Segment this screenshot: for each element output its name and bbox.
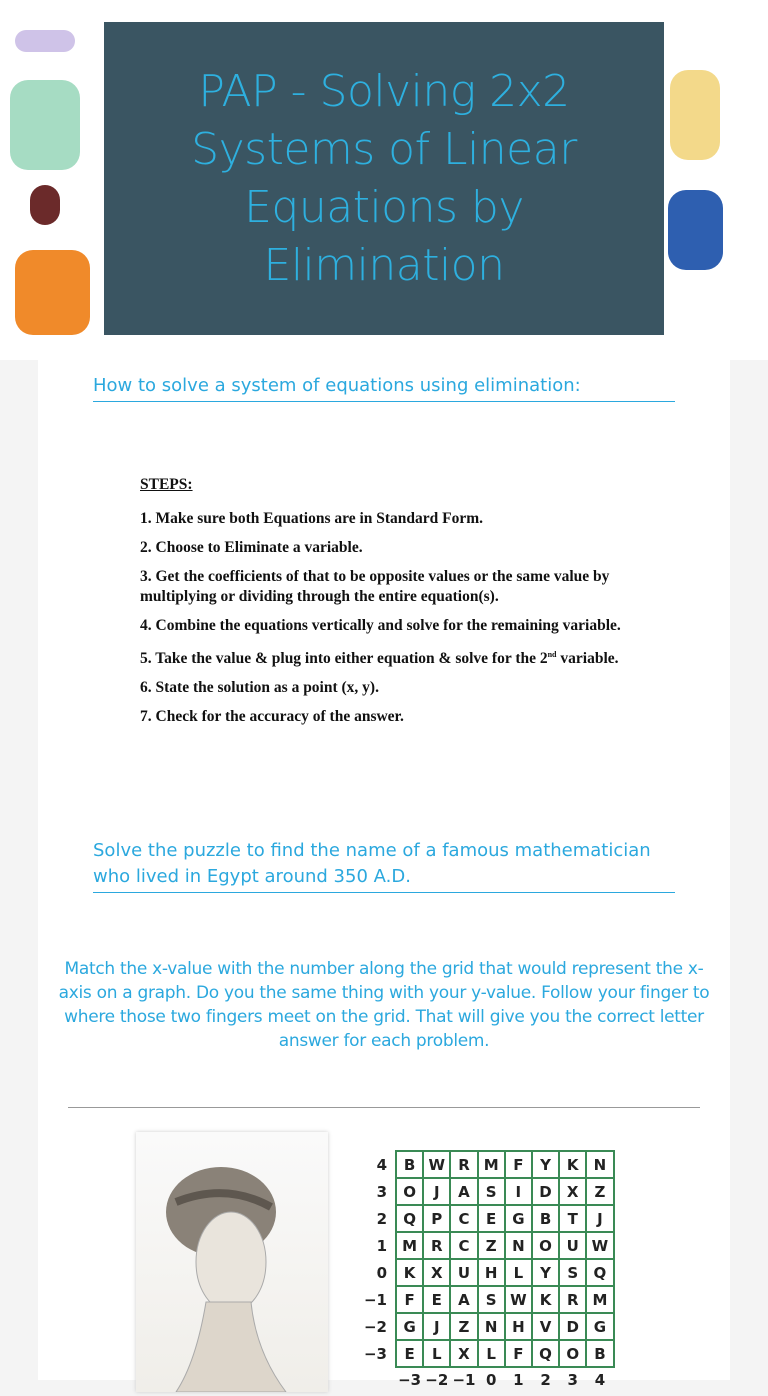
grid-cell: B xyxy=(586,1340,613,1367)
steps-list xyxy=(140,475,640,736)
x-axis-label: 2 xyxy=(540,1370,551,1389)
x-axis-label: 1 xyxy=(513,1370,524,1389)
grid-cell: V xyxy=(532,1313,559,1340)
grid-cell: G xyxy=(586,1313,613,1340)
y-axis-label: 2 xyxy=(376,1209,387,1228)
grid-cell: U xyxy=(450,1259,477,1286)
grid-cell: G xyxy=(396,1313,423,1340)
grid-cell: A xyxy=(450,1178,477,1205)
divider xyxy=(68,1107,700,1108)
header-banner xyxy=(0,0,768,360)
grid-cell: Q xyxy=(532,1340,559,1367)
grid-cell: A xyxy=(450,1286,477,1313)
grid-cell: K xyxy=(396,1259,423,1286)
grid-cell: M xyxy=(478,1151,505,1178)
grid-cell: T xyxy=(559,1205,586,1232)
grid-cell: S xyxy=(559,1259,586,1286)
grid-cell: F xyxy=(505,1340,532,1367)
grid-cell: S xyxy=(478,1286,505,1313)
decor-shape xyxy=(10,80,80,170)
grid-row xyxy=(360,1286,614,1313)
grid-cell: M xyxy=(586,1286,613,1313)
y-axis-label: −3 xyxy=(363,1344,387,1363)
grid-cell: M xyxy=(396,1232,423,1259)
grid-cell: X xyxy=(450,1340,477,1367)
grid-cell: L xyxy=(478,1340,505,1367)
grid-row xyxy=(360,1340,614,1367)
x-axis-row xyxy=(360,1367,614,1391)
step-item: 2. Choose to Eliminate a variable. xyxy=(140,539,363,556)
grid-cell: W xyxy=(586,1232,613,1259)
section-heading: How to solve a system of equations using elimination: xyxy=(93,373,675,402)
grid-cell: C xyxy=(450,1232,477,1259)
grid-cell: Z xyxy=(586,1178,613,1205)
grid-cell: O xyxy=(396,1178,423,1205)
grid-cell: N xyxy=(586,1151,613,1178)
grid-cell: N xyxy=(478,1313,505,1340)
grid-cell: B xyxy=(396,1151,423,1178)
y-axis-label: 3 xyxy=(376,1182,387,1201)
x-axis-label: −3 xyxy=(398,1370,422,1389)
grid-cell: D xyxy=(559,1313,586,1340)
grid-cell: F xyxy=(396,1286,423,1313)
grid-cell: E xyxy=(396,1340,423,1367)
letter-grid xyxy=(360,1150,615,1391)
step-item: 3. Get the coefficients of that to be opposite values or the same value by multiplying or dividing through the entire equation(s). xyxy=(140,568,610,605)
grid-cell: U xyxy=(559,1232,586,1259)
steps-title: STEPS: xyxy=(140,476,193,493)
grid-row xyxy=(360,1151,614,1178)
step-item: 4. Combine the equations vertically and solve for the remaining variable. xyxy=(140,617,621,634)
step-item: 6. State the solution as a point (x, y). xyxy=(140,679,379,697)
title-box xyxy=(104,22,664,335)
grid-cell: Q xyxy=(396,1205,423,1232)
grid-cell: R xyxy=(423,1232,450,1259)
y-axis-label: 4 xyxy=(376,1155,387,1174)
mathematician-portrait xyxy=(136,1132,328,1392)
grid-cell: E xyxy=(423,1286,450,1313)
grid-cell: X xyxy=(559,1178,586,1205)
grid-cell: C xyxy=(450,1205,477,1232)
grid-cell: B xyxy=(532,1205,559,1232)
grid-cell: W xyxy=(423,1151,450,1178)
instructions-text: Match the x-value with the number along the grid that would represent the x-axis on a graph. Do you the same thing with your y-value. Follow your finger to where those two fingers meet on the grid. That will give you the correct letter answer for each problem. xyxy=(58,959,710,1051)
x-axis-label: 4 xyxy=(594,1370,606,1389)
grid-cell: S xyxy=(478,1178,505,1205)
step-item: 7. Check for the accuracy of the answer. xyxy=(140,708,404,726)
y-axis-label: −2 xyxy=(363,1317,387,1336)
decor-shape xyxy=(15,30,75,52)
grid-row xyxy=(360,1313,614,1340)
grid-cell: H xyxy=(505,1313,532,1340)
page-title: PAP - Solving 2x2 Systems of Linear Equations by Elimination xyxy=(191,65,577,291)
grid-cell: J xyxy=(586,1205,613,1232)
y-axis-label: 1 xyxy=(376,1236,387,1255)
grid-cell: O xyxy=(532,1232,559,1259)
grid-row xyxy=(360,1205,614,1232)
grid-cell: X xyxy=(423,1259,450,1286)
y-axis-label: 0 xyxy=(376,1263,387,1282)
grid-cell: J xyxy=(423,1313,450,1340)
grid-cell: N xyxy=(505,1232,532,1259)
grid-cell: F xyxy=(505,1151,532,1178)
grid-cell: Y xyxy=(532,1151,559,1178)
grid-cell: J xyxy=(423,1178,450,1205)
decor-shape xyxy=(30,185,60,225)
grid-row xyxy=(360,1232,614,1259)
step-item: 5. Take the value & plug into either equation & solve for the 2nd variable. xyxy=(140,650,619,668)
grid-cell: R xyxy=(450,1151,477,1178)
grid-cell: K xyxy=(559,1151,586,1178)
grid-cell: Z xyxy=(450,1313,477,1340)
grid-cell: W xyxy=(505,1286,532,1313)
x-axis-label: 0 xyxy=(485,1370,497,1389)
grid-cell: G xyxy=(505,1205,532,1232)
content-card xyxy=(38,335,730,1389)
decor-shape xyxy=(668,190,723,270)
y-axis-label: −1 xyxy=(363,1290,387,1309)
grid-cell: Z xyxy=(478,1232,505,1259)
puzzle-heading: Solve the puzzle to find the name of a famous mathematician who lived in Egypt around 350 A.D. xyxy=(93,838,675,893)
grid-row xyxy=(360,1259,614,1286)
x-axis-label: 3 xyxy=(567,1370,578,1389)
grid-row xyxy=(360,1178,614,1205)
grid-cell: Q xyxy=(586,1259,613,1286)
decor-shape xyxy=(15,250,90,335)
grid-cell: K xyxy=(532,1286,559,1313)
grid-cell: L xyxy=(505,1259,532,1286)
grid-cell: O xyxy=(559,1340,586,1367)
grid-cell: H xyxy=(478,1259,505,1286)
decor-shape xyxy=(670,70,720,160)
grid-cell: D xyxy=(532,1178,559,1205)
grid-cell: P xyxy=(423,1205,450,1232)
grid-cell: Y xyxy=(532,1259,559,1286)
grid-cell: L xyxy=(423,1340,450,1367)
grid-cell: E xyxy=(478,1205,505,1232)
grid-cell: R xyxy=(559,1286,586,1313)
x-axis-label: −1 xyxy=(452,1370,476,1389)
x-axis-label: −2 xyxy=(425,1370,449,1389)
grid-cell: I xyxy=(505,1178,532,1205)
step-item: 1. Make sure both Equations are in Standard Form. xyxy=(140,510,484,527)
